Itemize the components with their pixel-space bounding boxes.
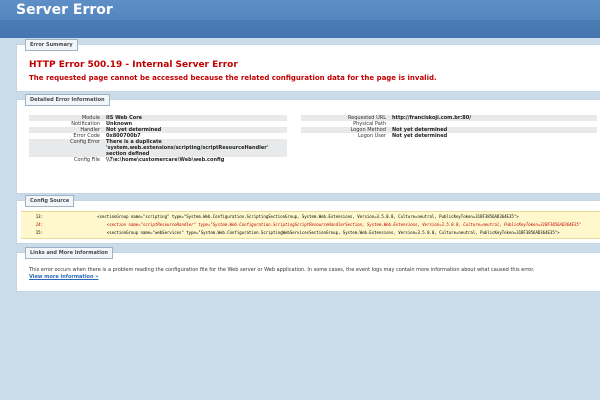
- detail-label: Physical Path: [353, 121, 386, 127]
- page-title: Server Error: [16, 2, 113, 18]
- header-band: [0, 20, 600, 38]
- detail-value: \\?\e:\home\customercare\Web\web.config: [106, 157, 225, 163]
- detail-label: Requested URL: [301, 115, 389, 121]
- detail-label: Logon Method: [301, 127, 389, 133]
- detail-left-table: [29, 115, 287, 163]
- detail-value: 0x800700b7: [106, 133, 141, 139]
- line-number: 15:: [35, 230, 43, 235]
- detailed-info-panel: [16, 99, 600, 194]
- detail-label: Handler: [29, 127, 103, 133]
- view-more-information-link[interactable]: View more information »: [29, 274, 99, 280]
- error-summary-legend: Error Summary: [25, 39, 78, 51]
- links-description: This error occurs when there is a problem reading the configuration file for the Web server or Web application. In some cases, the event logs may contain more information about what caused this error.: [29, 267, 535, 273]
- config-code-box: [21, 211, 600, 239]
- links-legend: Links and More Information: [25, 247, 113, 259]
- links-panel: [16, 252, 600, 292]
- detail-value: Not yet determined: [103, 127, 287, 133]
- http-error-title: HTTP Error 500.19 - Internal Server Error: [29, 60, 238, 70]
- config-source-legend: Config Source: [25, 195, 74, 207]
- detail-value: Not yet determined: [392, 133, 448, 139]
- code-line-highlighted: [21, 221, 581, 229]
- error-description: The requested page cannot be accessed because the related configuration data for the page is invalid.: [29, 74, 437, 82]
- error-summary-panel: [16, 44, 600, 92]
- detail-value: There is a duplicate 'system.web.extensions/scripting/scriptResourceHandler' section defined: [103, 139, 287, 157]
- detail-right-table: [301, 115, 597, 139]
- line-number: 13:: [35, 214, 43, 219]
- code-text: <section name="scriptResourceHandler" type="System.Web.Configuration.ScriptingScriptResourceHandlerSection, System.Web.Extensions, Version=3.5.0.0, Culture=neutral, PublicKeyToken=31BF3856AD364E35": [49, 222, 582, 227]
- table-row: [301, 133, 597, 139]
- detail-value: Not yet determined: [389, 127, 597, 133]
- table-row: [29, 157, 287, 163]
- code-text: <sectionGroup name="webServices" type="System.Web.Configuration.ScriptingWebServicesSectionGroup, System.Web.Extensions, Version=3.5.0.0, Culture=neutral, PublicKeyToken=31BF3856AD364E35">: [49, 230, 560, 235]
- code-text: <sectionGroup name="scripting" type="System.Web.Configuration.ScriptingSectionGroup, System.Web.Extensions, Version=3.5.0.0, Culture=neutral, PublicKeyToken=31BF3856AD364E35">: [49, 214, 519, 219]
- code-line: [21, 213, 519, 221]
- config-source-panel: [16, 200, 600, 244]
- detail-label: Logon User: [357, 133, 386, 139]
- detail-label: Error Code: [73, 133, 100, 139]
- detail-label: Config Error: [29, 139, 103, 157]
- detail-label: Config File: [74, 157, 100, 163]
- detail-value: IIS Web Core: [103, 115, 287, 121]
- detail-value: Unknown: [106, 121, 133, 127]
- detail-value: http://franciskoji.com.br:80/: [389, 115, 597, 121]
- detail-label: Notification: [71, 121, 100, 127]
- table-row: [29, 139, 287, 157]
- header-bar: [0, 0, 600, 38]
- detailed-info-legend: Detailed Error Information: [25, 94, 110, 106]
- line-number: 14:: [35, 222, 43, 227]
- code-line: [21, 229, 560, 237]
- detail-label: Module: [29, 115, 103, 121]
